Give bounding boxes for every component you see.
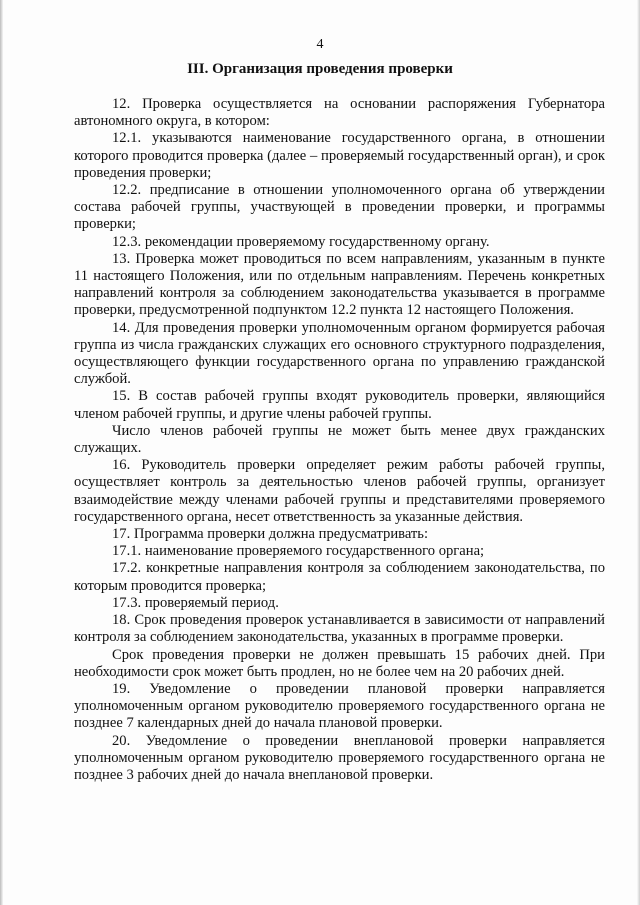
- paragraph-12-2: 12.2. предписание в отношении уполномоченного органа об утверждении состава рабочей группы, участвующей в проведении проверки, и программы проверки;: [74, 182, 605, 233]
- paragraph-14: 14. Для проведения проверки уполномоченным органом формируется рабочая группа из числа гражданских служащих его основного структурного подразделения, осуществляющего функции государственного органа по управлению гражданской службой.: [74, 319, 605, 388]
- paragraph-15: 15. В состав рабочей группы входят руководитель проверки, являющийся членом рабочей группы, и другие члены рабочей группы.: [74, 388, 605, 422]
- paragraph-15-members: Число членов рабочей группы не может быть менее двух гражданских служащих.: [74, 422, 605, 457]
- paragraph-20: 20. Уведомление о проведении внеплановой проверки направляется уполномоченным органом руководителю проверяемого государственного органа не позднее 3 рабочих дней до начала внеплановой проверки.: [74, 732, 605, 783]
- paragraph-16: 16. Руководитель проверки определяет режим работы рабочей группы, осуществляет контроль за деятельностью членов рабочей группы, организует взаимодействие между членами рабочей группы и представителями проверяемого государственного органа, несет ответственность за указанные действия.: [74, 457, 605, 525]
- paragraph-12-3: 12.3. рекомендации проверяемому государственному органу.: [112, 233, 490, 250]
- paragraph-17-2: 17.2. конкретные направления контроля за соблюдением законодательства, по которым проводится проверка;: [74, 560, 605, 594]
- document-body: [74, 96, 605, 784]
- paragraph-12: 12. Проверка осуществляется на основании распоряжения Губернатора автономного округа, в котором:: [74, 96, 605, 130]
- section-heading: III. Организация проведения проверки: [187, 61, 453, 77]
- paragraph-17: 17. Программа проверки должна предусматривать:: [112, 526, 429, 543]
- paragraph-19: 19. Уведомление о проведении плановой проверки направляется уполномоченным органом руководителю проверяемого государственного органа не позднее 7 календарных дней до начала плановой проверки.: [74, 680, 605, 732]
- scan-edge-left: [0, 0, 3, 905]
- page-number: 4: [316, 37, 324, 52]
- paragraph-18-term: Срок проведения проверки не должен превышать 15 рабочих дней. При необходимости срок может быть продлен, но не более чем на 20 рабочих дней.: [74, 646, 605, 680]
- paragraph-17-1: 17.1. наименование проверяемого государственного органа;: [112, 543, 485, 560]
- paragraph-13: 13. Проверка может проводиться по всем направлениям, указанным в пункте 11 настоящего Положения, или по отдельным направлениям. Перечень конкретных направлений контроля за соблюдением законодательства указывается в программе проверки, предусмотренной подпунктом 12.2 пункта 12 настоящего Положения.: [74, 250, 605, 319]
- paragraph-17-3: 17.3. проверяемый период.: [112, 594, 279, 611]
- paragraph-18: 18. Срок проведения проверок устанавливается в зависимости от направлений контроля за соблюдением законодательства, указанных в программе проверки.: [74, 612, 605, 646]
- paragraph-12-1: 12.1. указываются наименование государственного органа, в отношении которого проводится проверка (далее – проверяемый государственный орган), и срок проведения проверки;: [74, 130, 605, 181]
